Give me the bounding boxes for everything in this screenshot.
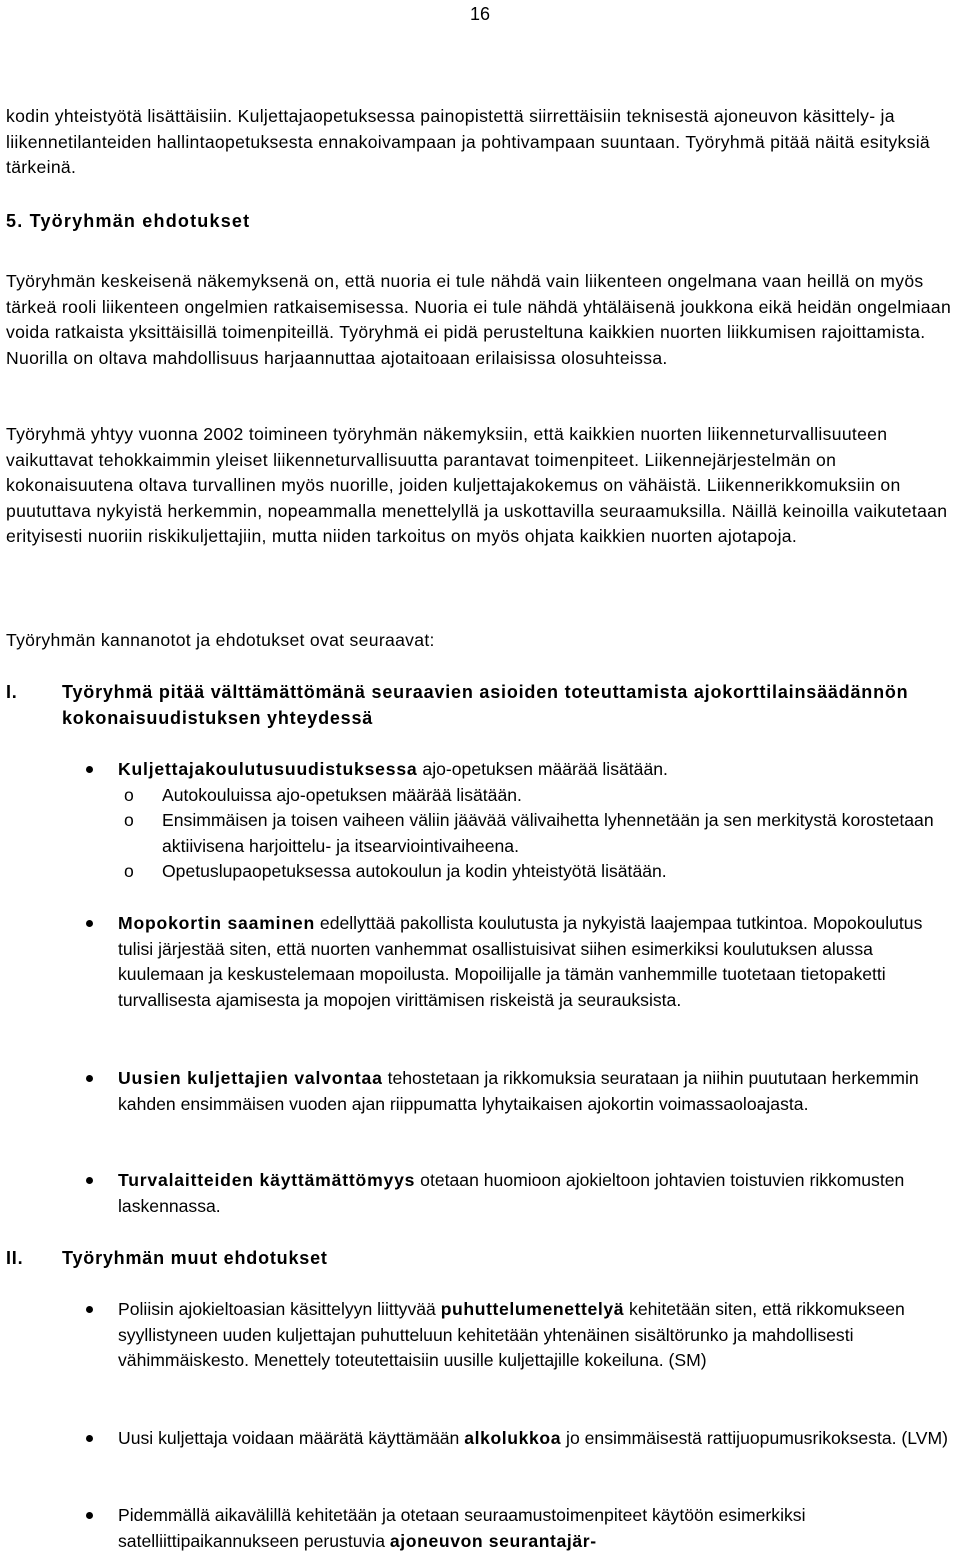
bullet-icon (86, 757, 118, 783)
bullet-icon (86, 911, 118, 1013)
section-heading: 5. Työryhmän ehdotukset (6, 211, 251, 231)
circle-marker-icon: o (124, 785, 134, 805)
bullet-body: otetaan huomioon ajokieltoon johtavien toistuvien rikkomusten laskennassa. (118, 1170, 905, 1216)
bullet-lead: Kuljettajakoulutusuudistuksessa (118, 759, 418, 779)
sub-list-item (124, 783, 954, 809)
paragraph-proposals-intro: Työryhmän kannanotot ja ehdotukset ovat seuraavat: (6, 630, 435, 650)
bullet-body: tehostetaan ja rikkomuksia seurataan ja niihin puututaan herkemmin kahden ensimmäisen vuoden ajan riippumatta lyhytaikaisen ajokortin voimassaoloajasta. (118, 1068, 919, 1114)
circle-marker-icon: o (124, 861, 134, 881)
sub-list-item (124, 808, 954, 859)
bullet-emphasis: puhuttelumenettelyä (440, 1299, 625, 1319)
bullet-body-end: jo ensimmäisestä rattijuopumusrikoksesta. (LVM) (561, 1428, 949, 1448)
list-item (86, 1066, 954, 1117)
section-two (6, 1246, 954, 1272)
list-item (86, 1297, 954, 1374)
bullet-body: edellyttää pakollista koulutusta ja nykyistä laajempaa tutkintoa. Mopokoulutus tulisi järjestää siten, että nuorten vanhemmat osallistuisivat siihen esimerkiksi koulutuksen alussa kuulemaan ja keskustelemaan mopoilusta. Mopoilijalle ja tämän vanhemmille tuotetaan tietopaketti turvallisesta ajamisesta ja mopojen virittämisen riskeistä ja seurauksista. (118, 913, 923, 1010)
bullet-body-start: Uusi kuljettaja voidaan määrätä käyttämään (118, 1428, 465, 1448)
sub-item-text: Ensimmäisen ja toisen vaiheen väliin jäävää välivaihetta lyhennetään ja sen merkitystä korostetaan aktiivisena harjoittelu- ja itsearviointivaiheena. (162, 810, 934, 856)
list-item (86, 1426, 954, 1452)
bullet-emphasis: alkolukkoa (464, 1428, 562, 1448)
sub-item-text: Autokouluissa ajo-opetuksen määrää lisätään. (162, 785, 522, 805)
section-one-title: Työryhmä pitää välttämättömänä seuraavien asioiden toteuttamista ajokorttilainsäädännön kokonaisuudistuksen yhteydessä (62, 682, 909, 728)
bullet-icon (86, 1426, 118, 1452)
section-one-heading (6, 680, 954, 731)
section-two-heading (6, 1246, 954, 1272)
bullet-icon (86, 1168, 118, 1219)
bullet-lead: Mopokortin saaminen (118, 913, 316, 933)
section-one-number: I. (6, 682, 18, 702)
section-two-title: Työryhmän muut ehdotukset (62, 1248, 328, 1268)
bullet-icon (86, 1066, 118, 1117)
list-item (86, 911, 954, 1013)
page-number: 16 (469, 4, 491, 24)
bullet-body-start: Pidemmällä aikavälillä kehitetään ja otetaan seuraamustoimenpiteet käytöön esimerkiksi satelliittipaikannukseen perustuvia (118, 1505, 806, 1551)
paragraph-key-view: Työryhmän keskeisenä näkemyksenä on, että nuoria ei tule nähdä vain liikenteen ongelmana vaan heillä on myös tärkeä rooli liikenteen ongelmien ratkaisemisessa. Nuoria ei tule nähdä yhtäläisenä joukkona eikä heidän ongelmiaan voida ratkaista yksittäisillä toimenpiteillä. Työryhmä ei pidä perusteltuna kaikkien nuorten liikkumisen rajoittamista. Nuorilla on oltava mahdollisuus harjaannuttaa ajotaitoaan erilaisissa olosuhteissa. (6, 271, 952, 368)
bullet-lead: Turvalaitteiden käyttämättömyys (118, 1170, 416, 1190)
list-item (86, 1503, 954, 1554)
paragraph-2002-group: Työryhmä yhtyy vuonna 2002 toimineen työryhmän näkemyksiin, että kaikkien nuorten liikenneturvallisuuteen vaikuttavat tehokkaimmin yleiset liikenneturvallisuutta parantavat toimenpiteet. Liikennejärjestelmän on kokonaisuutena oltava turvallinen myös nuorille, joiden kuljettajakokemus on vähäistä. Liikennerikkomuksiin on puututtava nykyistä herkemmin, nopeammalla menettelyllä ja uskottavilla seuraamuksilla. Näillä keinoilla vaikutetaan erityisesti nuoriin riskikuljettajiin, mutta niiden tarkoitus on myös ohjata kaikkien nuorten ajotapoja. (6, 424, 948, 547)
section-two-number: II. (6, 1248, 24, 1268)
bullet-icon (86, 1297, 118, 1374)
list-item (86, 757, 954, 783)
bullet-body: ajo-opetuksen määrää lisätään. (417, 759, 668, 779)
bullet-lead: Uusien kuljettajien valvontaa (118, 1068, 383, 1088)
paragraph-intro: kodin yhteistyötä lisättäisiin. Kuljettajaopetuksessa painopistettä siirrettäisiin teknisestä ajoneuvon käsittely- ja liikennetilanteiden hallintaopetuksesta ennakoivampaan ja pohtivampaan suuntaan. Työryhmä pitää näitä esityksiä tärkeinä. (6, 106, 930, 178)
list-item (86, 1168, 954, 1219)
sub-list-item (124, 859, 954, 885)
sub-item-text: Opetuslupaopetuksessa autokoulun ja kodin yhteistyötä lisätään. (162, 861, 667, 881)
bullet-body-start: Poliisin ajokieltoasian käsittelyyn liittyvää (118, 1299, 441, 1319)
section-one (6, 680, 954, 731)
bullet-icon (86, 1503, 118, 1554)
bullet-body-end: kehitetään siten, että rikkomukseen syyllistyneen uuden kuljettajan puhutteluun kehitetään yhtenäinen sisältörunko ja mahdollisesti vähimmäiskesto. Menettely toteutettaisiin uusille kuljettajille kokeiluna. (SM) (118, 1299, 905, 1371)
circle-marker-icon: o (124, 810, 134, 830)
bullet-emphasis: ajoneuvon seurantajär- (389, 1530, 597, 1551)
